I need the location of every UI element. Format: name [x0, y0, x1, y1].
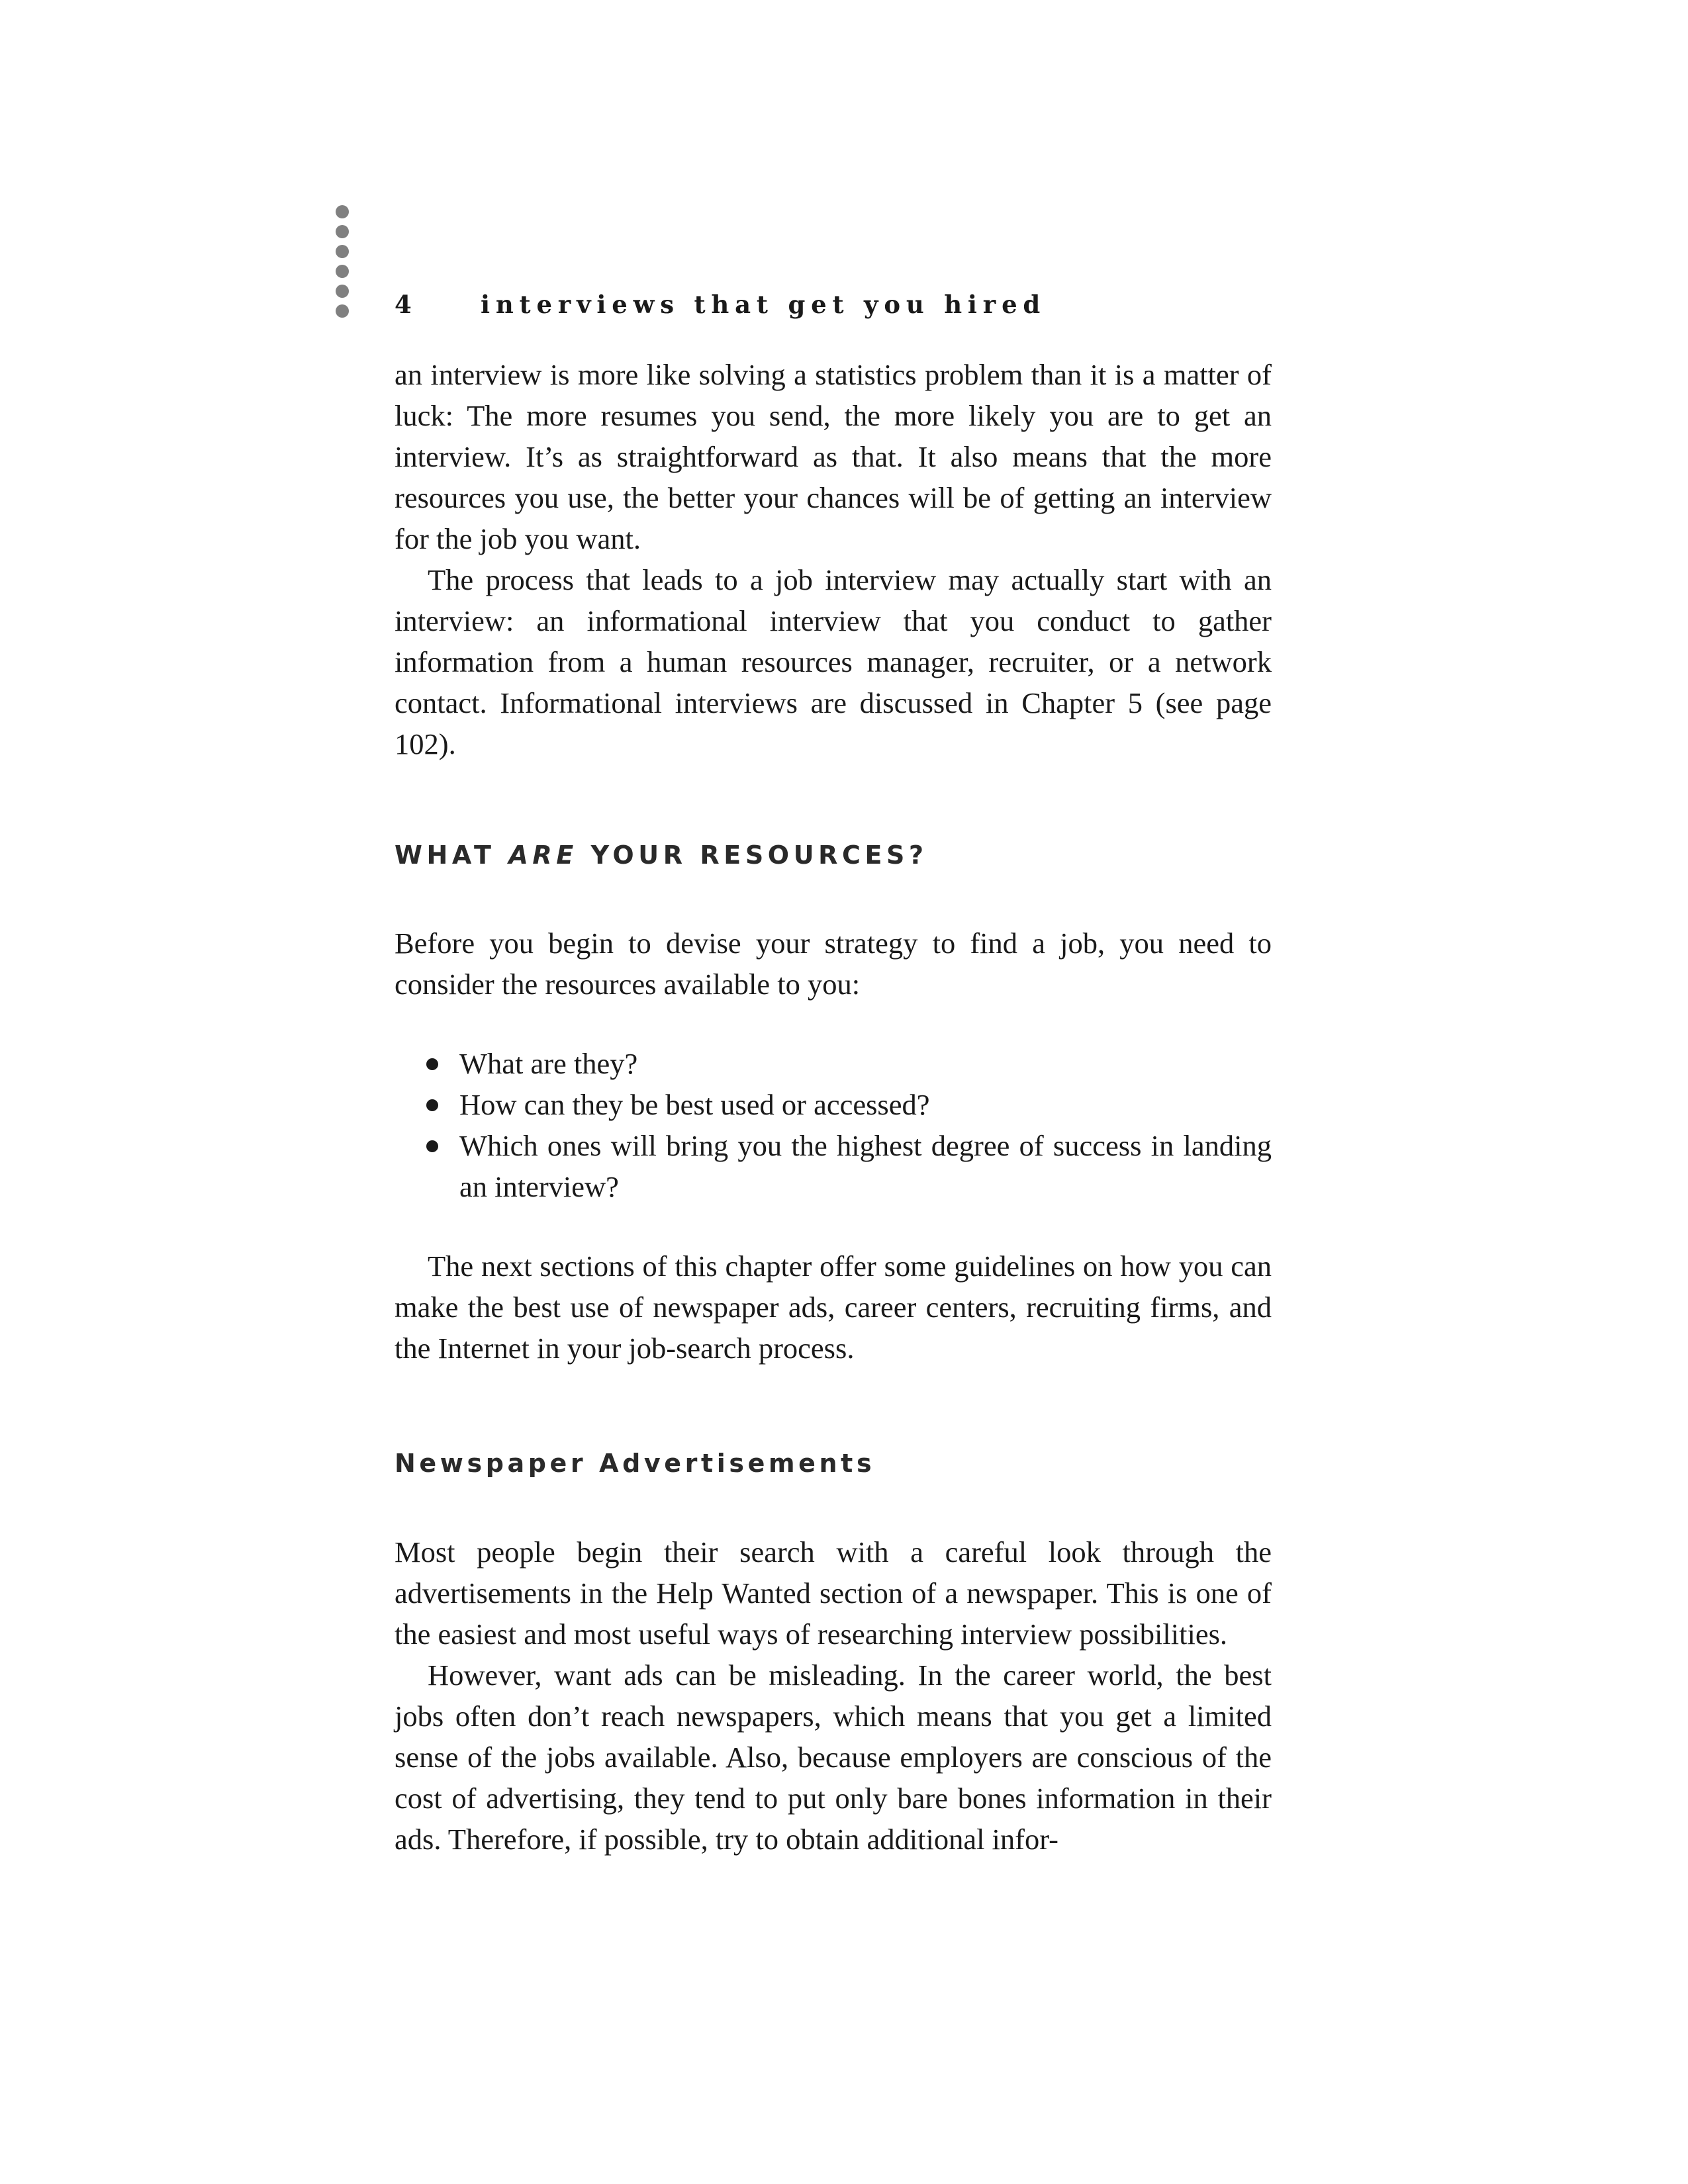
- section-heading-resources: [395, 839, 1272, 872]
- decorative-dot: [336, 265, 349, 278]
- heading-part: WHAT: [395, 841, 509, 870]
- heading-part: YOUR RESOURCES?: [577, 841, 928, 870]
- decorative-dot: [336, 225, 349, 238]
- section-heading-newspaper: Newspaper Advertisements: [395, 1449, 876, 1478]
- decorative-dot: [336, 285, 349, 298]
- body-paragraph: Most people begin their search with a careful look through the advertisements in the Help Wanted section of a newspaper. This is one of the easiest and most useful ways of researching interview possibilities.: [395, 1535, 1272, 1651]
- body-paragraph: The next sections of this chapter offer some guidelines on how you can make the best use of newspaper ads, career centers, recruiting firms, and the Internet in your job-search process.: [395, 1250, 1272, 1365]
- bullet-list: [395, 1043, 1272, 1207]
- bullet-item: What are they?: [426, 1043, 1272, 1084]
- page-number: 4: [395, 290, 412, 319]
- running-head-title: interviews that get you hired: [481, 290, 1047, 319]
- heading-emphasis: ARE: [508, 841, 578, 870]
- body-paragraph: However, want ads can be misleading. In the career world, the best jobs often don’t reach newspapers, which means that you get a limited sense of the jobs available. Also, because employers are conscious of the cost of advertising, they tend to put only bare bones information in their ads. Therefore, if possible, try to obtain additional infor-: [395, 1659, 1272, 1856]
- decorative-dot: [336, 245, 349, 258]
- decorative-dot: [336, 205, 349, 218]
- bullet-item: Which ones will bring you the highest degree of success in landing an interview?: [426, 1125, 1272, 1207]
- body-paragraph: an interview is more like solving a statistics problem than it is a matter of luck: The more resumes you send, the more likely you are to get an interview. It’s as straightforward as that. It also means that the more resources you use, the better your chances will be of getting an interview for the job you want.: [395, 358, 1272, 555]
- decorative-dot: [336, 304, 349, 318]
- decorative-dot-column: [336, 205, 352, 324]
- page-body: [395, 354, 1272, 1860]
- body-paragraph: Before you begin to devise your strategy to find a job, you need to consider the resources available to you:: [395, 927, 1272, 1001]
- running-head: [395, 291, 1046, 318]
- body-paragraph: The process that leads to a job interview may actually start with an interview: an informational interview that you conduct to gather information from a human resources manager, recruiter, or a network contact. Informational interviews are discussed in Chapter 5 (see page 102).: [395, 563, 1272, 760]
- bullet-item: How can they be best used or accessed?: [426, 1084, 1272, 1125]
